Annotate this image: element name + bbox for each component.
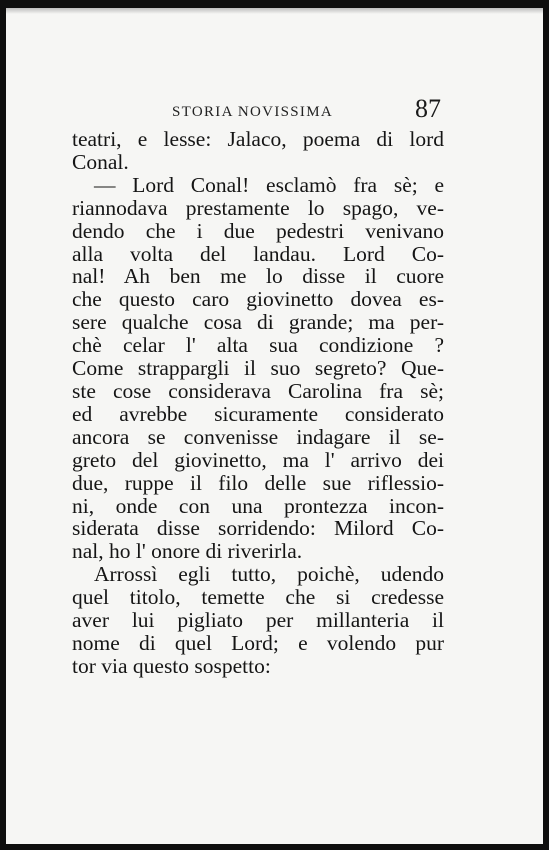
- text-line: nal, ho l' onore di riverirla.: [72, 539, 303, 564]
- text-line: che questo caro giovinetto dovea es-: [72, 287, 444, 312]
- text-line: teatri, e lesse: Jalaco, poema di lord: [72, 127, 444, 151]
- book-page: [6, 8, 543, 844]
- paragraph: [72, 563, 444, 678]
- page-header: [6, 94, 543, 130]
- text-line: chè celar l' alta sua condizione ?: [72, 333, 444, 358]
- text-line: siderata disse sorridendo: Milord Co-: [72, 516, 444, 541]
- text-line: dendo che i due pedestri venivano: [72, 218, 444, 243]
- text-line: alla volta del landau. Lord Co-: [72, 241, 444, 266]
- text-line: nal! Ah ben me lo disse il cuore: [72, 264, 444, 289]
- paragraph: [72, 128, 444, 174]
- text-line: Arrossì egli tutto, poichè, udendo: [94, 562, 444, 587]
- text-line: aver lui pigliato per millanteria il: [72, 608, 444, 633]
- page-number: 87: [415, 94, 441, 123]
- text-line: nome di quel Lord; e volendo pur: [72, 630, 444, 655]
- text-line: Come strappargli il suo segreto? Que-: [72, 356, 444, 381]
- running-title: STORIA NOVISSIMA: [172, 104, 333, 120]
- text-line: ed avrebbe sicuramente considerato: [72, 401, 444, 426]
- text-line: ancora se convenisse indagare il se-: [72, 424, 444, 449]
- paragraph: [72, 174, 444, 563]
- text-line: due, ruppe il filo delle sue riflessio-: [72, 470, 444, 495]
- text-line: riannodava prestamente lo spago, ve-: [72, 195, 444, 220]
- body-text: [72, 128, 444, 678]
- text-line: greto del giovinetto, ma l' arrivo dei: [72, 447, 444, 472]
- text-line: Conal.: [72, 149, 129, 174]
- text-line: sere qualche cosa di grande; ma per-: [72, 310, 444, 335]
- text-line: tor via questo sospetto:: [72, 653, 271, 678]
- text-line: — Lord Conal! esclamò fra sè; e: [94, 172, 444, 197]
- text-line: ni, onde con una prontezza incon-: [72, 493, 444, 518]
- text-line: ste cose considerava Carolina fra sè;: [72, 378, 444, 403]
- text-line: quel titolo, temette che si credesse: [72, 585, 444, 610]
